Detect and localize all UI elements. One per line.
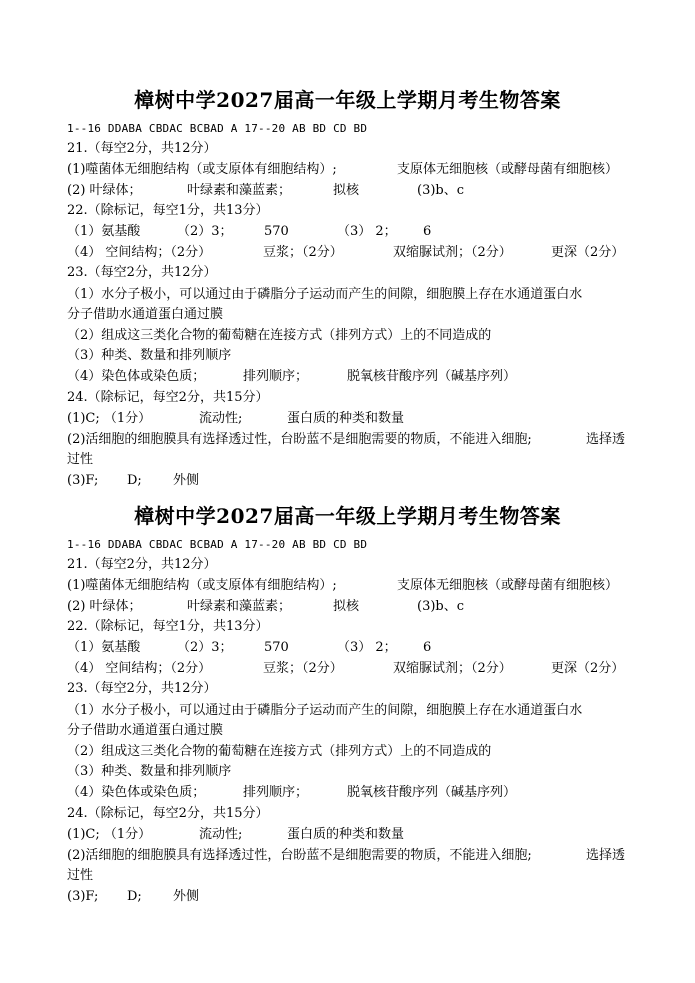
question-21-heading: 21.（每空2分，共12分） [67,557,217,572]
answer-text: （4） 空间结构；（2分） [67,661,212,676]
answer-text: （1）氨基酸 [67,224,141,239]
answer-text: (1)噬菌体无细胞结构（或支原体有细胞结构）; [67,578,337,593]
answer-text: 排列顺序； [243,785,309,800]
question-22-heading: 22.（除标记，每空1分，共13分） [67,203,269,218]
answer-text: 支原体无细胞核（或酵母菌有细胞核） [397,162,619,177]
question-23-heading: 23.（每空2分，共12分） [67,681,217,696]
question-22-part-4 [67,245,667,261]
answer-text: （4）染色体或染色质； [67,369,206,384]
answer-text: D; [127,889,142,904]
question-21-part-1 [67,578,667,594]
question-24-heading: 24.（除标记，每空2分，共15分） [67,806,269,821]
answer-text: (1)C; （1分） [67,411,152,426]
question-23-part-2: （2）组成这三类化合物的葡萄糖在连接方式（排列方式）上的不同造成的 [67,328,492,343]
page-title: 樟树中学2027届高一年级上学期月考生物答案 [134,88,561,112]
question-21-part-2 [67,183,667,199]
question-21-heading: 21.（每空2分，共12分） [67,141,217,156]
question-24-heading: 24.（除标记，每空2分，共15分） [67,390,269,405]
answer-text: 流动性; [199,411,243,426]
question-21-part-2 [67,599,667,615]
question-23-heading: 23.（每空2分，共12分） [67,265,217,280]
multiple-choice-answers: 1--16 DDABA CBDAC BCBAD A 17--20 AB BD CD BD [67,538,368,551]
question-23-part-2: （2）组成这三类化合物的葡萄糖在连接方式（排列方式）上的不同造成的 [67,744,492,759]
answer-text: 流动性; [199,827,243,842]
answer-text: (3)b、c [417,183,465,198]
answer-text: 拟核 [333,183,360,198]
answer-text: 拟核 [333,599,360,614]
answer-text: 蛋白质的种类和数量 [287,411,405,426]
answer-text: 脱氧核苷酸序列（碱基序列） [347,785,517,800]
question-23-part-3: （3）种类、数量和排列顺序 [67,764,232,779]
answer-text: 更深（2分） [551,661,625,676]
answer-text: 6 [423,640,432,655]
answer-text: 外侧 [173,473,200,488]
answer-text: 更深（2分） [551,245,625,260]
question-23-part-1-cont: 分子借助水通道蛋白通过膜 [67,307,224,322]
answer-text: (3)b、c [417,599,465,614]
answer-text: 外侧 [173,889,200,904]
answer-text: （3） 2； [337,640,397,655]
answer-text: (3)F; [67,473,99,488]
multiple-choice-answers: 1--16 DDABA CBDAC BCBAD A 17--20 AB BD CD BD [67,122,368,135]
answer-text: (2)活细胞的细胞膜具有选择透过性，台盼蓝不是细胞需要的物质，不能进入细胞; [67,848,532,863]
answer-text: 排列顺序； [243,369,309,384]
answer-text: 脱氧核苷酸序列（碱基序列） [347,369,517,384]
answer-text: （3） 2； [337,224,397,239]
question-24-part-2-cont: 过性 [67,868,94,883]
answer-text: （4） 空间结构；（2分） [67,245,212,260]
answer-text: 豆浆；（2分） [263,245,343,260]
answer-text: 叶绿素和藻蓝素； [187,599,292,614]
answer-text: 双缩脲试剂；（2分） [393,245,512,260]
question-21-part-1 [67,162,667,178]
answer-text: 选择透 [586,848,626,863]
answer-text: (2) 叶绿体； [67,599,142,614]
answer-sheet-2 [0,416,695,908]
question-23-part-4 [67,369,667,385]
answer-text: (2) 叶绿体； [67,183,142,198]
answer-text: 570 [264,640,289,655]
answer-text: 支原体无细胞核（或酵母菌有细胞核） [397,578,619,593]
question-22-part-4 [67,661,667,677]
question-23-part-4 [67,785,667,801]
page-title: 樟树中学2027届高一年级上学期月考生物答案 [134,504,561,528]
question-22-part-1 [67,224,667,240]
answer-text: （1）氨基酸 [67,640,141,655]
question-23-part-1: （1）水分子极小，可以通过由于磷脂分子运动而产生的间隙，细胞膜上存在水通道蛋白水 [67,703,583,718]
answer-text: （4）染色体或染色质； [67,785,206,800]
answer-text: (1)C; （1分） [67,827,152,842]
answer-text: 双缩脲试剂；（2分） [393,661,512,676]
question-22-heading: 22.（除标记，每空1分，共13分） [67,619,269,634]
answer-text: （2）3； [177,640,233,655]
answer-text: （2）3； [177,224,233,239]
question-23-part-1: （1）水分子极小，可以通过由于磷脂分子运动而产生的间隙，细胞膜上存在水通道蛋白水 [67,287,583,302]
question-24-part-3 [67,889,667,905]
question-23-part-3: （3）种类、数量和排列顺序 [67,348,232,363]
answer-text: D; [127,473,142,488]
question-23-part-1-cont: 分子借助水通道蛋白通过膜 [67,723,224,738]
answer-text: (3)F; [67,889,99,904]
question-24-part-2-cont: 过性 [67,452,94,467]
answer-text: (2)活细胞的细胞膜具有选择透过性，台盼蓝不是细胞需要的物质，不能进入细胞; [67,432,532,447]
answer-text: 蛋白质的种类和数量 [287,827,405,842]
answer-text: (1)噬菌体无细胞结构（或支原体有细胞结构）; [67,162,337,177]
answer-text: 叶绿素和藻蓝素； [187,183,292,198]
question-22-part-1 [67,640,667,656]
question-24-part-1 [67,827,667,843]
answer-text: 豆浆；（2分） [263,661,343,676]
answer-text: 选择透 [586,432,626,447]
answer-text: 6 [423,224,432,239]
answer-text: 570 [264,224,289,239]
question-24-part-2 [67,848,667,864]
